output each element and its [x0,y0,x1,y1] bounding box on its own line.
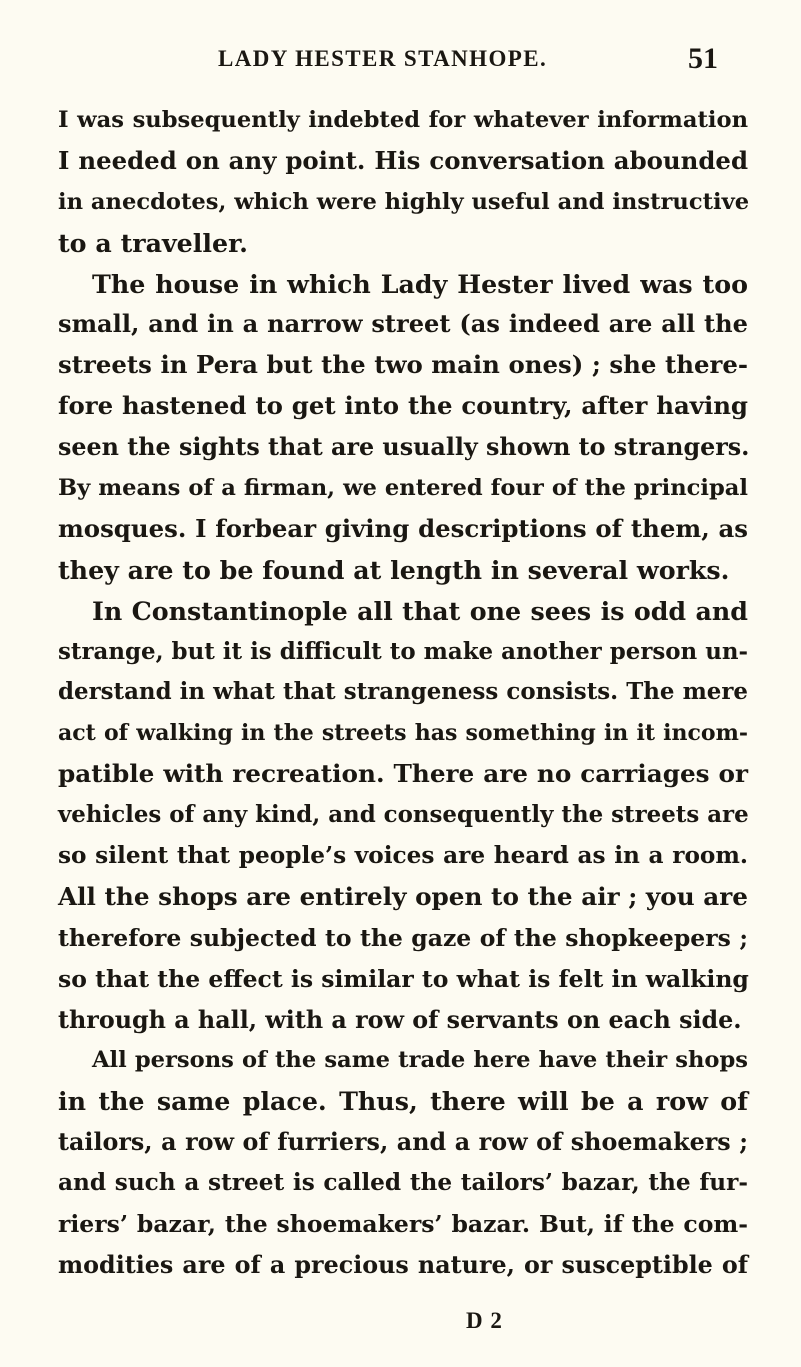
text-line: small, and in a narrow street (as indeed are all the [58,309,748,339]
text-line: I needed on any point. His conversation abounded [58,145,748,175]
text-line: The house in which Lady Hester lived was too [92,268,748,299]
running-title: LADY HESTER STANHOPE. [218,46,548,71]
text-line: so silent that people’s voices are heard as in a room. [58,842,748,870]
text-line: mosques. I forbear giving descriptions of them, as [58,513,748,543]
text-line: tailors, a row of furriers, and a row of shoemakers ; [58,1128,748,1157]
text-line: so that the effect is similar to what is felt in walking [58,964,749,993]
text-line: riers’ bazar, the shoemakers’ bazar. But, if the com- [58,1210,748,1239]
text-line: through a hall, with a row of servants on each side. [58,1005,742,1034]
text-line: in the same place. Thus, there will be a row of [58,1086,748,1117]
text-line: in anecdotes, which were highly useful and instructive [58,188,750,215]
text-line: All persons of the same trade here have their shops [92,1047,748,1074]
signature-mark: D 2 [466,1308,503,1333]
text-line: In Constantinople all that one sees is odd and [92,595,748,626]
text-line: By means of a firman, we entered four of the principal [58,475,748,502]
text-line: derstand in what that strangeness consists. The mere [58,678,748,706]
text-line: strange, but it is difficult to make another person un- [58,637,748,665]
text-line: patible with recreation. There are no carriages or [58,759,748,789]
text-line: seen the sights that are usually shown to strangers. [58,433,750,462]
text-line: they are to be found at length in several works. [58,554,730,585]
text-line: All the shops are entirely open to the air ; you are [58,881,748,911]
text-line: modities are of a precious nature, or susceptible of [58,1250,748,1279]
text-line: streets in Pera but the two main ones) ; she there- [58,350,748,380]
text-line: act of walking in the streets has something in it incom- [58,720,748,747]
text-line: vehicles of any kind, and consequently the streets are [58,801,749,829]
text-line: and such a street is called the tailors’ bazar, the fur- [58,1169,748,1197]
page-number: 51 [688,42,718,75]
body-text [58,100,748,1286]
text-line: fore hastened to get into the country, after having [58,391,748,421]
text-line: I was subsequently indebted for whatever information [58,107,748,133]
text-line: to a traveller. [58,227,248,258]
text-line: therefore subjected to the gaze of the shopkeepers ; [58,923,748,952]
